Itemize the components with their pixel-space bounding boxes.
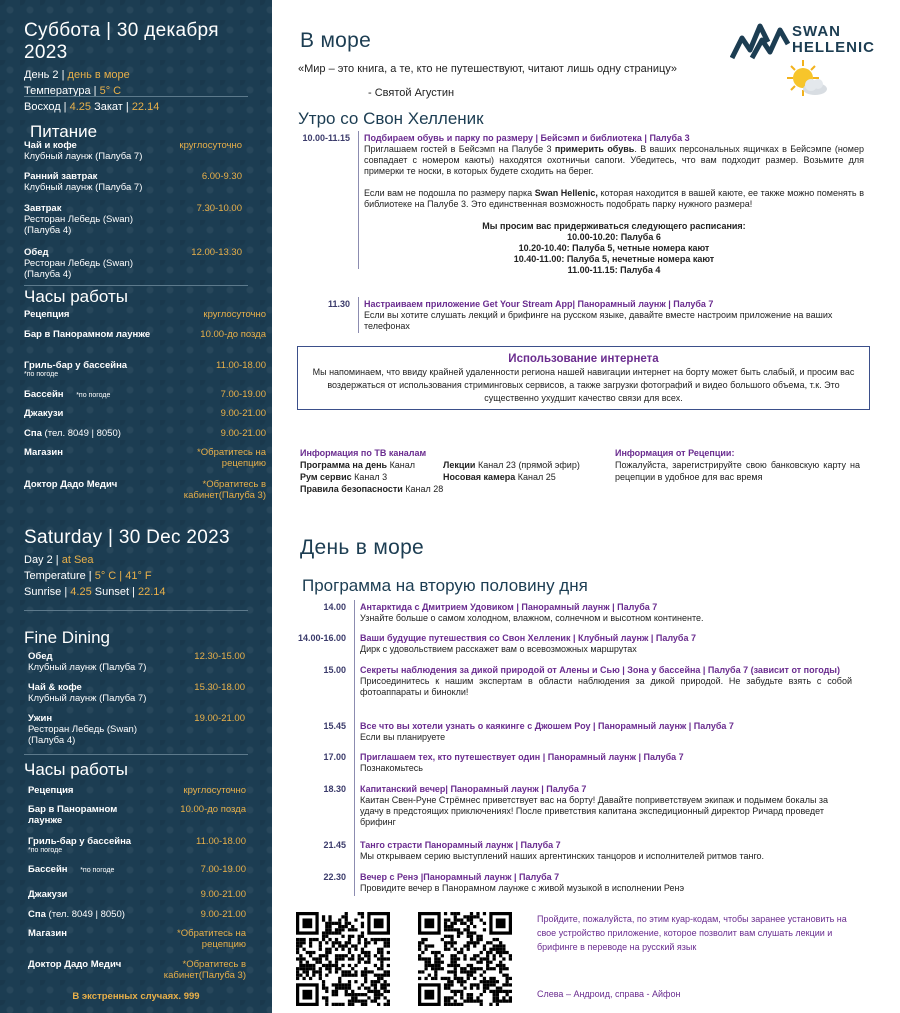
event-time: 14.00-16.00 bbox=[297, 633, 346, 643]
event-time: 18.30 bbox=[323, 784, 346, 794]
divider bbox=[24, 610, 248, 611]
reception-info: Информация от Рецепции: Пожалуйста, зарегистрируйте свою банковскую карту на рецепции в удобное для вас время bbox=[615, 448, 860, 482]
en-dining-row: Ужин Ресторан Лебедь (Swan) (Палуба 4) 19.00-21.00 bbox=[28, 713, 245, 746]
en-hours-row: Бар в Панорамном лаунже 10.00-до позда bbox=[28, 804, 246, 826]
event-divider bbox=[358, 297, 359, 333]
event-divider bbox=[354, 600, 355, 896]
ru-hours-title: Часы работы bbox=[24, 287, 128, 306]
ru-dining-row: Чай и кофе Клубный лаунж (Палуба 7) круглосуточно bbox=[24, 140, 242, 162]
sidebar bbox=[0, 0, 272, 1013]
event-time: 22.30 bbox=[323, 872, 346, 882]
ru-hours-row: Гриль-бар у бассейна *по погоде 11.00-18.00 bbox=[24, 360, 266, 378]
ru-hours-row: Спа (тел. 8049 | 8050) 9.00-21.00 bbox=[24, 428, 266, 439]
ru-hours-row: Магазин *Обратитесь на рецепцию bbox=[24, 447, 266, 469]
qr-code-iphone-icon[interactable] bbox=[418, 912, 512, 1006]
ru-dining-row: Завтрак Ресторан Лебедь (Swan) (Палуба 4) 7.30-10.00 bbox=[24, 203, 242, 236]
tv-info: Информация по ТВ каналам Программа на день Канал Рум сервис Канал 3 Правила безопасности Канал 28 Лекции Канал 23 (прямой эфир) Носовая камера Канал 25 bbox=[300, 448, 580, 494]
en-hours-row: Гриль-бар у бассейна *по погоде 11.00-18.00 bbox=[28, 836, 246, 854]
sun-cloud-icon bbox=[785, 58, 830, 100]
emergency-number: В экстренных случаях. 999 bbox=[72, 991, 200, 1002]
quote-author: - Святой Агустин bbox=[368, 87, 455, 99]
qr-note: Пройдите, пожалуйста, по этим куар-кодам, чтобы заранее установить на свое устройство приложение, которое позволит вам слушать лекции и брифинге в переводе на русский язык bbox=[537, 914, 847, 952]
ru-dining-title: Питание bbox=[30, 122, 98, 141]
event-body: Приглашаем тех, кто путешествует один | Панорамный лаунж | Палуба 7 Познакомьтесь bbox=[360, 752, 684, 773]
ru-hours-row: Бассейн *по погоде 7.00-19.00 bbox=[24, 389, 266, 400]
event-body: Антарктида с Дмитрием Удовиком | Панорамный лаунж | Палуба 7 Узнайте больше о самом холодном, влажном, солнечном и высотном континенте. bbox=[360, 602, 704, 623]
divider bbox=[24, 96, 248, 97]
en-hours-row: Доктор Дадо Медич *Обратитесь в кабинет(Палуба 3) bbox=[28, 959, 246, 981]
event-body: Все что вы хотели узнать о каякинге с Джошем Роу | Панорамный лаунж | Палуба 7 Если вы планируете bbox=[360, 721, 734, 742]
ru-date: Суббота | 30 декабря 2023 bbox=[24, 20, 219, 63]
event-text: Приглашаем гостей в Бейсэмп на Палубе 3 примерить обувь. В ваших персональных ящичках в Бейсэмпе (номер совпадает с номером каюты) находятся охотничьи сапоги. Убедитесь, что вам подходит размер. Возьмите для примерки те носки, в которых будете сходить на берег. bbox=[364, 144, 864, 176]
en-dining-title: Fine Dining bbox=[24, 628, 110, 647]
afternoon-title: День в море bbox=[300, 536, 425, 559]
event-time: 17.00 bbox=[323, 752, 346, 762]
event-time: 21.45 bbox=[323, 840, 346, 850]
en-sun-line: Sunrise | 4.25 Sunset | 22.14 bbox=[24, 586, 166, 598]
event-body: Ваши будущие путешествия со Свон Хелленик | Клубный лаунж | Палуба 7 Дирк с удовольствием расскажет вам о всевозможных маршрутах bbox=[360, 633, 697, 654]
en-hours-row: Спа (тел. 8049 | 8050) 9.00-21.00 bbox=[28, 909, 246, 920]
event-time: 10.00-11.15 bbox=[302, 133, 350, 143]
event-body: Капитанский вечер| Панорамный лаунж | Палуба 7 Каитан Свен-Руне Стрёмнес приветствует вас на борту! Давайте поприветствуем экипаж и подымем бокалы за удачу в предстоящих приключениях! После приветствия капитана экспедиционный директор Ричард проведет брифинг bbox=[360, 784, 829, 827]
ru-hours-row: Рецепция круглосуточно bbox=[24, 309, 266, 320]
event-body: Подбираем обувь и парку по размеру | Бейсэмп и библиотека | Палуба 3 Приглашаем гостей в Бейсэмп на Палубе 3 примерить обувь. В ваших персональных ящичках в Бейсэмпе (номер совпадает с номером каюты) находятся охотничьи сапоги. Убедитесь, что вам подходит размер. Возьмите для примерки те носки, в которых будете сходить на берег. Если вам не подошла по размеру парка Swan Hellenic, которая находится в вашей каюте, ее также можно поменять в библиотеке на Палубе 3. Это единственная возможность подобрать парку нужного размера! Мы просим вас придерживаться следующего расписания: 10.00-10.20: Палуба 6 10.20-10.40: Палуба 5, четные номера кают 10.40-11.00: Палуба 5, нечетные номера кают 11.00-11.15: Палуба 4 bbox=[364, 133, 864, 275]
en-hours-row: Рецепция круглосуточно bbox=[28, 785, 246, 796]
swan-hellenic-logo: SWAN HELLENIC bbox=[730, 18, 885, 63]
divider bbox=[24, 754, 248, 755]
event-time: 11.30 bbox=[327, 299, 350, 309]
event-divider bbox=[358, 131, 359, 269]
quote: «Мир – это книга, а те, кто не путешествуют, читают лишь одну страницу» bbox=[298, 63, 678, 75]
ru-hours-row: Доктор Дадо Медич *Обратитесь в кабинет(Палуба 3) bbox=[24, 479, 266, 501]
en-date: Saturday | 30 Dec 2023 bbox=[24, 527, 230, 548]
swan-logo-icon bbox=[730, 20, 790, 60]
ru-temp-line: Температура | 5° С bbox=[24, 85, 122, 97]
en-day-line: Day 2 | at Sea bbox=[24, 554, 94, 566]
event-text: Если вам не подошла по размеру парка Swan Hellenic, которая находится в вашей каюте, ее также можно поменять в библиотеке на Палубе 3. Это единственная возможность подобрать парку нужного размера! bbox=[364, 188, 864, 209]
event-body: Вечер с Ренэ |Панорамный лаунж | Палуба 7 Провидите вечер в Панорамном лаунже с живой музыкой в исполнении Ренэ bbox=[360, 872, 685, 893]
qr-caption: Слева – Андроид, справа - Айфон bbox=[537, 989, 681, 999]
event-body: Настраиваем приложение Get Your Stream App| Панорамный лаунж | Палуба 7 Если вы хотите слушать лекций и брифинге на русском языке, давайте вместе настроим приложение на ваших телефонах bbox=[364, 299, 833, 331]
event-body: Танго страсти Панорамный лаунж | Палуба 7 Мы открываем серию выступлений наших аргентинских танцоров и исполнителей ритмов танго. bbox=[360, 840, 765, 861]
qr-code-android-icon[interactable] bbox=[296, 912, 390, 1006]
en-hours-title: Часы работы bbox=[24, 760, 128, 779]
ru-sun-line: Восход | 4.25 Закат | 22.14 bbox=[24, 101, 160, 113]
en-hours-row: Джакузи 9.00-21.00 bbox=[28, 889, 246, 900]
ru-hours-row: Джакузи 9.00-21.00 bbox=[24, 408, 266, 419]
internet-notice: Использование интернета Мы напоминаем, что ввиду крайней удаленности региона нашей навигации интернет на борту может быть слабый, и просим вас воздержаться от использования стриминговых сервисов, а также загрузки фотографий и видео большого объема, т.к. Это существенно ухудшит качество связи для всех. bbox=[297, 346, 870, 410]
ru-dining-row: Обед Ресторан Лебедь (Swan) (Палуба 4) 12.00-13.30 bbox=[24, 247, 242, 280]
event-time: 14.00 bbox=[323, 602, 346, 612]
page-title: В море bbox=[300, 29, 372, 52]
morning-title: Утро со Свон Хелленик bbox=[298, 109, 484, 128]
en-hours-row: Бассейн *по погоде 7.00-19.00 bbox=[28, 864, 246, 875]
ru-day-line: День 2 | день в море bbox=[24, 69, 130, 81]
en-dining-row: Обед Клубный лаунж (Палуба 7) 12.30-15.00 bbox=[28, 651, 245, 673]
event-time: 15.45 bbox=[323, 721, 346, 731]
en-temp-line: Temperature | 5° C | 41° F bbox=[24, 570, 152, 582]
en-hours-row: Магазин *Обратитесь на рецепцию bbox=[28, 928, 246, 950]
event-time: 15.00 bbox=[323, 665, 346, 675]
event-body: Секреты наблюдения за дикой природой от Алены и Сью | Зона у бассейна | Палуба 7 (зависит от погоды) Присоединитесь к нашим экспертам в области наблюдения за дикой природой. Не забудьте взять с собой фотоаппараты и бинокли! bbox=[360, 665, 852, 697]
en-dining-row: Чай & кофе Клубный лаунж (Палуба 7) 15.30-18.00 bbox=[28, 682, 245, 704]
divider bbox=[24, 285, 248, 286]
ru-dining-row: Ранний завтрак Клубный лаунж (Палуба 7) 6.00-9.30 bbox=[24, 171, 242, 193]
ru-hours-row: Бар в Панорамном лаунже 10.00-до позда bbox=[24, 329, 266, 340]
afternoon-subtitle: Программа на вторую половину дня bbox=[302, 576, 588, 595]
